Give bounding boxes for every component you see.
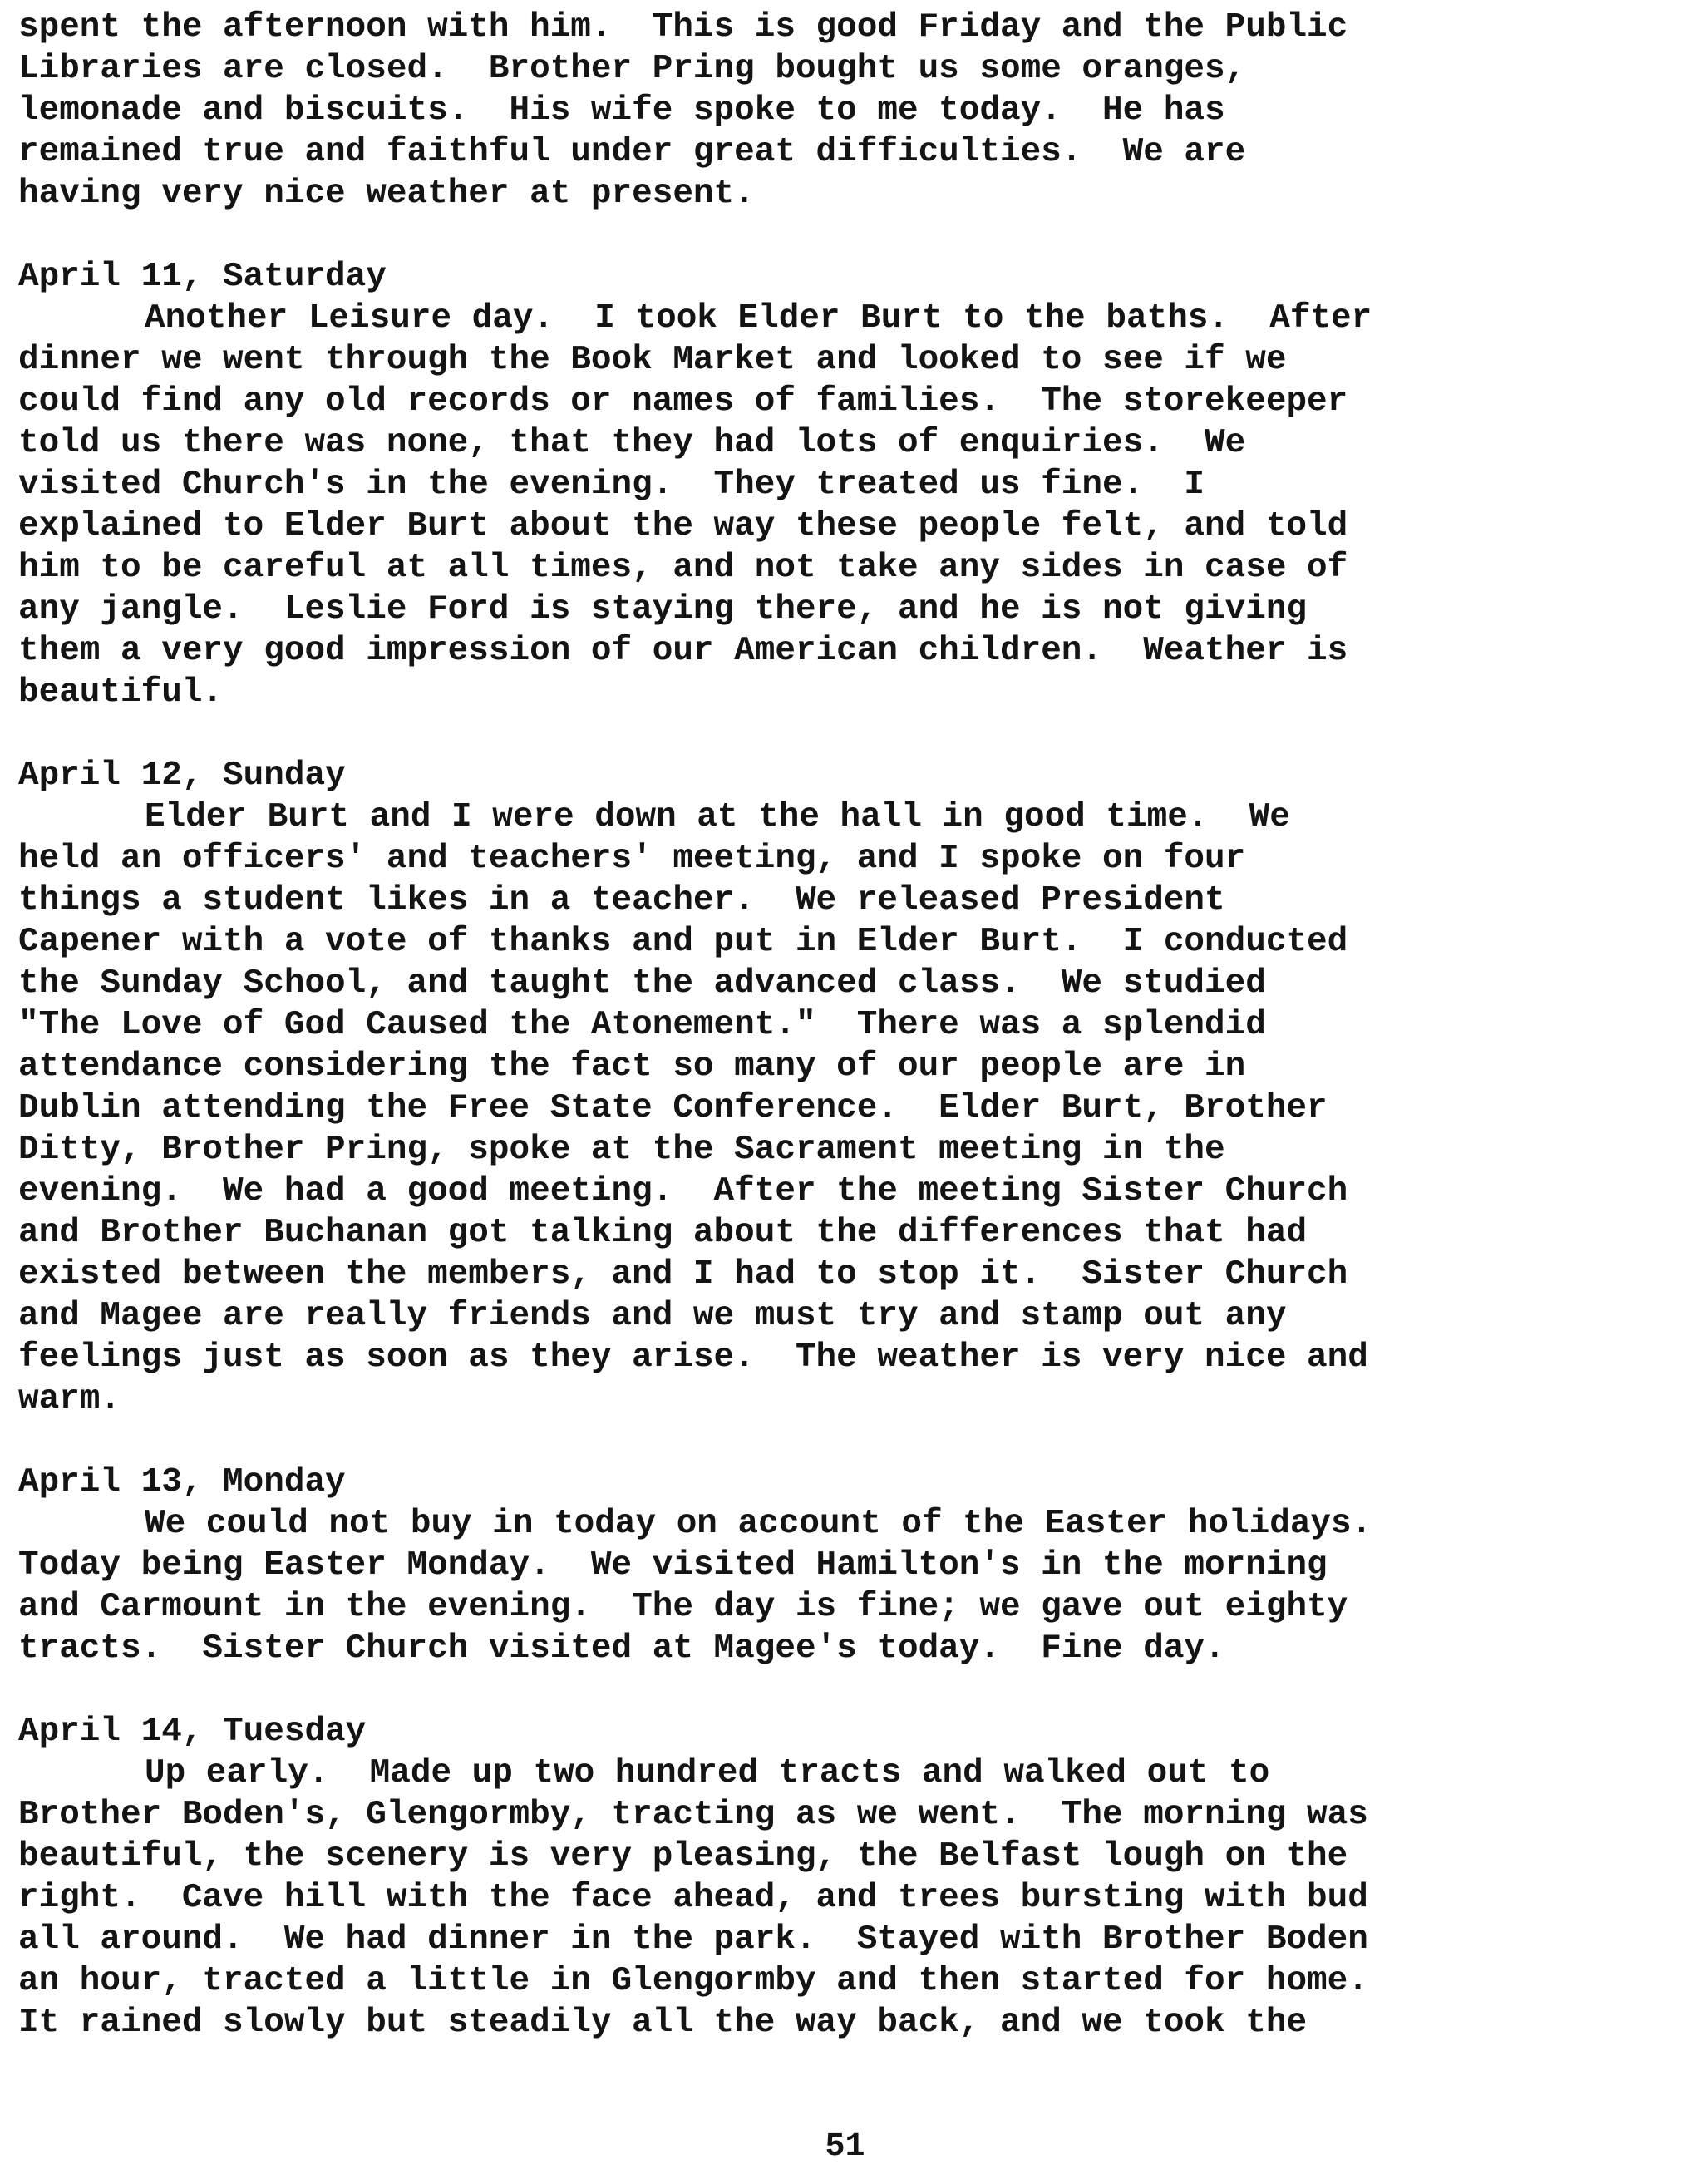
text-line: remained true and faithful under great difficulties. We are bbox=[18, 133, 1246, 171]
text-line: having very nice weather at present. bbox=[18, 175, 755, 213]
text-line: and Carmount in the evening. The day is fine; we gave out eighty bbox=[18, 1588, 1348, 1626]
text-line: beautiful, the scenery is very pleasing, the Belfast lough on the bbox=[18, 1837, 1348, 1876]
diary-entry-april-11 bbox=[18, 256, 1677, 713]
text-line: tracts. Sister Church visited at Magee's today. Fine day. bbox=[18, 1629, 1225, 1668]
text-line: could find any old records or names of families. The storekeeper bbox=[18, 382, 1348, 421]
diary-entry-april-12 bbox=[18, 755, 1677, 1420]
entry-heading: April 11, Saturday bbox=[18, 258, 387, 296]
text-line: Dublin attending the Free State Conference. Elder Burt, Brother bbox=[18, 1089, 1328, 1127]
text-line: existed between the members, and I had to stop it. Sister Church bbox=[18, 1255, 1348, 1294]
text-line: all around. We had dinner in the park. Stayed with Brother Boden bbox=[18, 1920, 1368, 1959]
text-line: them a very good impression of our American children. Weather is bbox=[18, 632, 1348, 670]
diary-entry-april-13 bbox=[18, 1462, 1677, 1669]
text-line: the Sunday School, and taught the advanced class. We studied bbox=[18, 964, 1266, 1003]
paragraph-spacer bbox=[18, 1669, 1677, 1711]
text-line: warm. bbox=[18, 1380, 121, 1418]
text-line: We could not buy in today on account of the Easter holidays. bbox=[145, 1505, 1372, 1543]
text-line: explained to Elder Burt about the way these people felt, and told bbox=[18, 507, 1348, 545]
text-line: Today being Easter Monday. We visited Hamilton's in the morning bbox=[18, 1546, 1328, 1585]
text-line: and Magee are really friends and we must try and stamp out any bbox=[18, 1297, 1287, 1335]
paragraph-spacer bbox=[18, 713, 1677, 755]
text-line: lemonade and biscuits. His wife spoke to me today. He has bbox=[18, 91, 1225, 130]
text-line: spent the afternoon with him. This is good Friday and the Public bbox=[18, 8, 1348, 47]
text-line: "The Love of God Caused the Atonement." There was a splendid bbox=[18, 1006, 1266, 1044]
text-line: an hour, tracted a little in Glengormby and then started for home. bbox=[18, 1962, 1368, 2000]
text-line: told us there was none, that they had lots of enquiries. We bbox=[18, 424, 1246, 462]
entry-heading: April 14, Tuesday bbox=[18, 1713, 367, 1751]
text-line: attendance considering the fact so many of our people are in bbox=[18, 1048, 1246, 1086]
text-line: and Brother Buchanan got talking about the differences that had bbox=[18, 1214, 1308, 1252]
text-line: things a student likes in a teacher. We released President bbox=[18, 881, 1225, 919]
text-line: It rained slowly but steadily all the way back, and we took the bbox=[18, 2004, 1308, 2042]
text-line: any jangle. Leslie Ford is staying there, and he is not giving bbox=[18, 590, 1308, 629]
text-line: Another Leisure day. I took Elder Burt to the baths. After bbox=[145, 299, 1372, 338]
entry-heading: April 12, Sunday bbox=[18, 757, 346, 795]
text-line: held an officers' and teachers' meeting, and I spoke on four bbox=[18, 840, 1246, 878]
text-line: visited Church's in the evening. They treated us fine. I bbox=[18, 466, 1205, 504]
text-line: dinner we went through the Book Market and looked to see if we bbox=[18, 341, 1287, 379]
text-line: right. Cave hill with the face ahead, and trees bursting with bud bbox=[18, 1879, 1368, 1917]
text-line: evening. We had a good meeting. After the meeting Sister Church bbox=[18, 1172, 1348, 1210]
page-number: 51 bbox=[825, 2128, 865, 2166]
text-line: Elder Burt and I were down at the hall in good time. We bbox=[145, 798, 1290, 836]
text-line: Capener with a vote of thanks and put in Elder Burt. I conducted bbox=[18, 923, 1348, 961]
text-line: him to be careful at all times, and not take any sides in case of bbox=[18, 549, 1348, 587]
opening-paragraph bbox=[18, 7, 1677, 214]
text-line: Ditty, Brother Pring, spoke at the Sacrament meeting in the bbox=[18, 1131, 1225, 1169]
text-line: feelings just as soon as they arise. The weather is very nice and bbox=[18, 1339, 1368, 1377]
typewritten-page bbox=[18, 7, 1677, 2043]
diary-entry-april-14 bbox=[18, 1711, 1677, 2043]
text-line: beautiful. bbox=[18, 673, 224, 712]
text-line: Libraries are closed. Brother Pring bought us some oranges, bbox=[18, 50, 1246, 88]
text-line: Brother Boden's, Glengormby, tracting as we went. The morning was bbox=[18, 1796, 1368, 1834]
paragraph-spacer bbox=[18, 1420, 1677, 1462]
paragraph-spacer bbox=[18, 214, 1677, 256]
text-line: Up early. Made up two hundred tracts and walked out to bbox=[145, 1754, 1270, 1792]
entry-heading: April 13, Monday bbox=[18, 1463, 346, 1501]
